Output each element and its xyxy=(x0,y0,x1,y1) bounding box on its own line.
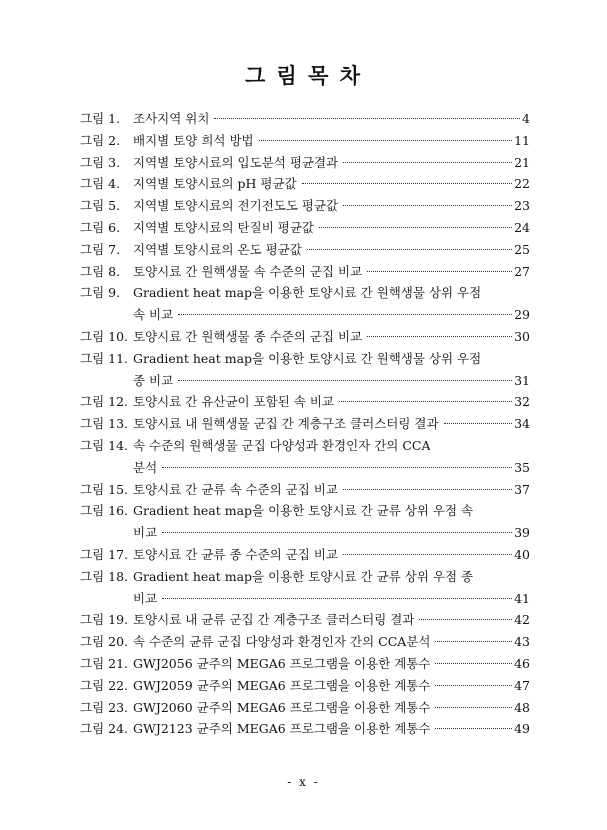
figure-page-number: 11 xyxy=(514,132,530,148)
dot-leader xyxy=(435,707,512,708)
figure-entry[interactable] xyxy=(80,566,530,610)
dot-leader xyxy=(339,401,512,402)
figure-label: 그림 16. xyxy=(80,503,129,519)
dot-leader xyxy=(435,685,512,686)
figure-entry[interactable] xyxy=(80,435,530,479)
dot-leader xyxy=(162,532,512,533)
figure-title: 토양시료 간 원핵생물 속 수준의 군집 비교 xyxy=(133,263,363,279)
figure-entry[interactable] xyxy=(80,413,530,435)
figure-title: 종 비교 xyxy=(133,372,174,388)
figure-title: 속 수준의 균류 군집 다양성과 환경인자 간의 CCA분석 xyxy=(133,634,431,650)
figure-entry[interactable] xyxy=(80,675,530,697)
figure-entry[interactable] xyxy=(80,348,530,392)
dot-leader xyxy=(343,205,512,206)
dot-leader xyxy=(343,489,512,490)
figure-title: 분석 xyxy=(133,459,158,475)
dot-leader xyxy=(419,619,512,620)
figure-label: 그림 1. xyxy=(80,111,121,126)
figure-entry[interactable] xyxy=(80,152,530,174)
figure-label: 그림 23. xyxy=(80,699,129,715)
figure-label: 그림 3. xyxy=(80,154,121,170)
dot-leader xyxy=(307,249,512,250)
figure-page-number: 29 xyxy=(514,307,530,323)
figure-page-number: 23 xyxy=(514,198,530,214)
page-title: 그 림 목 차 xyxy=(244,63,363,88)
dot-leader xyxy=(162,598,512,599)
figure-page-number: 35 xyxy=(514,459,530,475)
figure-entry[interactable] xyxy=(80,697,530,719)
figure-title: 지역별 토양시료의 입도분석 평균결과 xyxy=(133,154,339,170)
figure-page-number: 41 xyxy=(514,590,530,606)
dot-leader xyxy=(444,423,513,424)
figure-entry[interactable] xyxy=(80,173,530,195)
figure-title: GWJ2056 균주의 MEGA6 프로그램을 이용한 계통수 xyxy=(133,655,431,671)
page-number: - x - xyxy=(287,775,320,789)
figure-title: Gradient heat map을 이용한 토양시료 간 원핵생물 상위 우점 xyxy=(133,285,482,301)
figure-entry[interactable] xyxy=(80,631,530,653)
figure-page-number: 4 xyxy=(522,111,530,126)
figure-label: 그림 6. xyxy=(80,219,121,235)
figure-page-number: 31 xyxy=(514,372,530,388)
figure-page-number: 40 xyxy=(514,546,530,562)
dot-leader xyxy=(435,663,512,664)
figure-title: GWJ2123 균주의 MEGA6 프로그램을 이용한 계통수 xyxy=(133,721,431,737)
dot-leader xyxy=(302,183,512,184)
figure-entry[interactable] xyxy=(80,282,530,326)
figure-entry[interactable] xyxy=(80,261,530,283)
figure-entry[interactable] xyxy=(80,718,530,740)
dot-leader xyxy=(343,554,512,555)
dot-leader xyxy=(214,118,520,119)
figure-label: 그림 22. xyxy=(80,677,129,693)
figure-entry[interactable] xyxy=(80,108,530,130)
figure-page-number: 46 xyxy=(514,655,530,671)
figure-label: 그림 9. xyxy=(80,285,121,301)
figure-label: 그림 20. xyxy=(80,634,129,650)
figure-title: 토양시료 내 원핵생물 군집 간 계층구조 클러스터링 결과 xyxy=(133,416,439,432)
figure-entry[interactable] xyxy=(80,326,530,348)
figure-page-number: 25 xyxy=(514,241,530,257)
figure-title: 토양시료 간 균류 종 수준의 군집 비교 xyxy=(133,546,338,562)
dot-leader xyxy=(259,140,512,141)
figure-title: Gradient heat map을 이용한 토양시료 간 균류 상위 우점 속 xyxy=(133,503,474,519)
figure-title: 지역별 토양시료의 pH 평균값 xyxy=(133,176,297,192)
figure-page-number: 32 xyxy=(514,394,530,410)
figure-title: 조사지역 위치 xyxy=(133,111,210,126)
dot-leader xyxy=(178,380,512,381)
dot-leader xyxy=(343,162,512,163)
figure-title: Gradient heat map을 이용한 토양시료 간 균류 상위 우점 종 xyxy=(133,568,474,584)
figure-title: 토양시료 내 균류 군집 간 계층구조 클러스터링 결과 xyxy=(133,612,415,628)
figure-label: 그림 10. xyxy=(80,328,129,344)
figure-title: 비교 xyxy=(133,525,158,541)
figure-page-number: 48 xyxy=(514,699,530,715)
dot-leader xyxy=(367,271,512,272)
dot-leader xyxy=(319,227,512,228)
figure-label: 그림 7. xyxy=(80,241,121,257)
figure-label: 그림 8. xyxy=(80,263,121,279)
figure-title: 토양시료 간 원핵생물 종 수준의 군집 비교 xyxy=(133,328,363,344)
figure-title: 속 비교 xyxy=(133,307,174,323)
figure-page-number: 43 xyxy=(514,634,530,650)
figure-entry[interactable] xyxy=(80,609,530,631)
figure-page-number: 30 xyxy=(514,328,530,344)
figure-title: 지역별 토양시료의 온도 평균값 xyxy=(133,241,302,257)
figure-entry[interactable] xyxy=(80,239,530,261)
dot-leader xyxy=(178,314,512,315)
figure-entry[interactable] xyxy=(80,217,530,239)
figure-label: 그림 4. xyxy=(80,176,121,192)
figure-page-number: 24 xyxy=(514,219,530,235)
figure-title: 토양시료 간 유산균이 포함된 속 비교 xyxy=(133,394,334,410)
figure-entry[interactable] xyxy=(80,130,530,152)
figure-entry[interactable] xyxy=(80,479,530,501)
figure-label: 그림 17. xyxy=(80,546,129,562)
figure-title: 토양시료 간 균류 속 수준의 군집 비교 xyxy=(133,481,338,497)
figure-title: 속 수준의 원핵생물 군집 다양성과 환경인자 간의 CCA xyxy=(133,437,431,453)
figure-label: 그림 18. xyxy=(80,568,129,584)
figure-title: Gradient heat map을 이용한 토양시료 간 원핵생물 상위 우점 xyxy=(133,350,482,366)
figure-title: GWJ2060 균주의 MEGA6 프로그램을 이용한 계통수 xyxy=(133,699,431,715)
figure-title: 지역별 토양시료의 전기전도도 평균값 xyxy=(133,198,339,214)
figure-title: 지역별 토양시료의 탄질비 평균값 xyxy=(133,219,314,235)
figure-page-number: 47 xyxy=(514,677,530,693)
figure-label: 그림 19. xyxy=(80,612,129,628)
figure-label: 그림 14. xyxy=(80,437,129,453)
figure-label: 그림 15. xyxy=(80,481,129,497)
dot-leader xyxy=(435,641,512,642)
figure-page-number: 37 xyxy=(514,481,530,497)
figure-title: GWJ2059 균주의 MEGA6 프로그램을 이용한 계통수 xyxy=(133,677,431,693)
figure-page-number: 22 xyxy=(514,176,530,192)
figure-label: 그림 11. xyxy=(80,350,129,366)
figure-entry[interactable] xyxy=(80,544,530,566)
figure-entry[interactable] xyxy=(80,500,530,544)
figure-label: 그림 24. xyxy=(80,721,129,737)
figure-title: 배지별 토양 희석 방법 xyxy=(133,132,254,148)
figure-label: 그림 21. xyxy=(80,655,129,671)
figure-page-number: 42 xyxy=(514,612,530,628)
figure-page-number: 21 xyxy=(514,154,530,170)
dot-leader xyxy=(162,467,512,468)
figure-page-number: 27 xyxy=(514,263,530,279)
figure-label: 그림 5. xyxy=(80,198,121,214)
figure-entry[interactable] xyxy=(80,195,530,217)
figure-entry[interactable] xyxy=(80,653,530,675)
figure-title: 비교 xyxy=(133,590,158,606)
dot-leader xyxy=(435,728,512,729)
figure-page-number: 34 xyxy=(514,416,530,432)
dot-leader xyxy=(367,336,512,337)
figure-page-number: 39 xyxy=(514,525,530,541)
figure-list xyxy=(80,108,530,740)
figure-entry[interactable] xyxy=(80,391,530,413)
figure-label: 그림 2. xyxy=(80,132,121,148)
figure-page-number: 49 xyxy=(514,721,530,737)
figure-label: 그림 12. xyxy=(80,394,129,410)
figure-label: 그림 13. xyxy=(80,416,129,432)
